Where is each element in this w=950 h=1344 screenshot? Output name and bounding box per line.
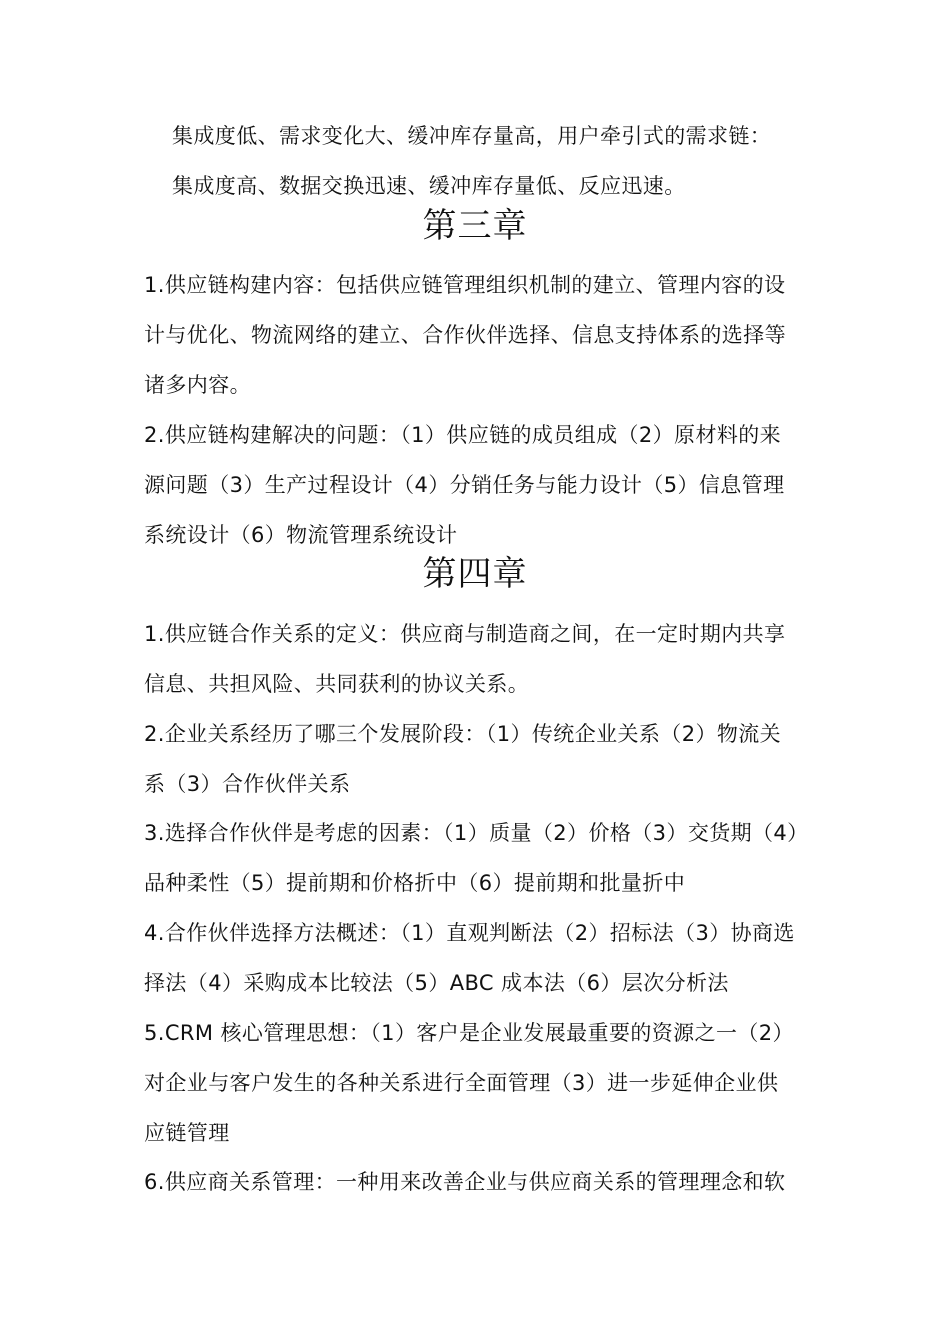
ch3-item2-line2: 源问题（3）生产过程设计（4）分销任务与能力设计（5）信息管理 bbox=[144, 473, 785, 497]
ch4-item3-line2: 品种柔性（5）提前期和价格折中（6）提前期和批量折中 bbox=[144, 871, 686, 895]
ch4-item5-line2: 对企业与客户发生的各种关系进行全面管理（3）进一步延伸企业供 bbox=[144, 1071, 779, 1095]
ch3-item1-line2: 计与优化、物流网络的建立、合作伙伴选择、信息支持体系的选择等 bbox=[144, 323, 786, 347]
ch4-item3-line1: 3.选择合作伙伴是考虑的因素：（1）质量（2）价格（3）交货期（4） bbox=[144, 821, 809, 845]
ch4-item4-line1: 4.合作伙伴选择方法概述：（1）直观判断法（2）招标法（3）协商选 bbox=[144, 921, 795, 945]
chapter-4-title: 第四章 bbox=[422, 554, 528, 594]
ch4-item1-line2: 信息、共担风险、共同获利的协议关系。 bbox=[144, 672, 530, 696]
ch3-item2-line1: 2.供应链构建解决的问题：（1）供应链的成员组成（2）原材料的来 bbox=[144, 423, 782, 447]
chapter-3-title: 第三章 bbox=[422, 206, 528, 246]
ch4-item5-line3: 应链管理 bbox=[144, 1121, 230, 1145]
ch3-item2-line3: 系统设计（6）物流管理系统设计 bbox=[144, 523, 458, 547]
ch3-item1-line3: 诸多内容。 bbox=[144, 373, 251, 397]
intro-line-1: 集成度低、需求变化大、缓冲库存量高，用户牵引式的需求链： bbox=[172, 124, 772, 148]
ch3-item1-line1: 1.供应链构建内容：包括供应链管理组织机制的建立、管理内容的设 bbox=[144, 273, 786, 297]
ch4-item5-line1: 5.CRM 核心管理思想：（1）客户是企业发展最重要的资源之一（2） bbox=[144, 1021, 794, 1045]
ch4-item2-line2: 系（3）合作伙伴关系 bbox=[144, 772, 351, 796]
ch4-item4-line2: 择法（4）采购成本比较法（5）ABC 成本法（6）层次分析法 bbox=[144, 971, 729, 995]
ch4-item1-line1: 1.供应链合作关系的定义：供应商与制造商之间，在一定时期内共享 bbox=[144, 622, 786, 646]
ch4-item2-line1: 2.企业关系经历了哪三个发展阶段：（1）传统企业关系（2）物流关 bbox=[144, 722, 782, 746]
intro-line-2: 集成度高、数据交换迅速、缓冲库存量低、反应迅速。 bbox=[172, 174, 686, 198]
ch4-item6-line1: 6.供应商关系管理：一种用来改善企业与供应商关系的管理理念和软 bbox=[144, 1170, 786, 1194]
